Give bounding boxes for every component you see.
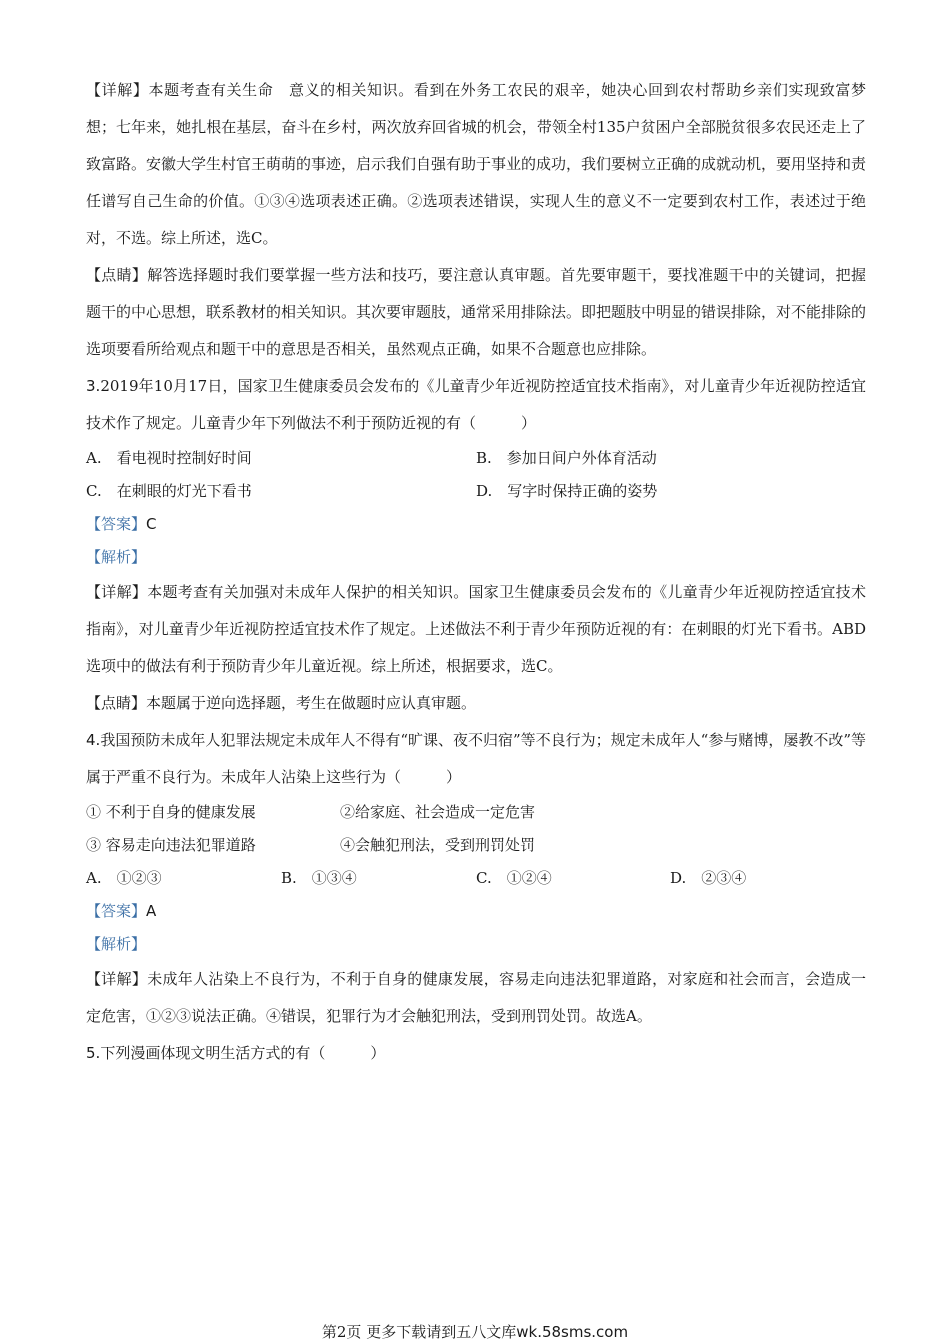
q4-stem <box>86 722 866 796</box>
q4-items-row-1 <box>86 796 866 829</box>
q3-options-row-1 <box>86 442 866 475</box>
q3-option-b: B. 参加日间户外体育活动 <box>476 449 657 467</box>
q3-analysis-tag: 【解析】 <box>86 548 147 566</box>
page-footer <box>0 1322 950 1342</box>
q3-answer <box>86 508 866 541</box>
q5-stem <box>86 1035 866 1072</box>
footer-page-number: 第2页 <box>321 1323 362 1341</box>
q4-items-row-2 <box>86 829 866 862</box>
q4-option-d: D. ②③④ <box>670 869 747 887</box>
q4-detail-text: 未成年人沾染上不良行为，不利于自身的健康发展，容易走向违法犯罪道路，对家庭和社会而言，会造成一定危害，①②③说法正确。④错误，犯罪行为才会触犯刑法，受到刑罚处罚。故选A。 <box>86 970 866 1025</box>
q4-options-row <box>86 862 866 895</box>
q4-analysis-tag: 【解析】 <box>86 935 147 953</box>
q3-option-a: A. 看电视时控制好时间 <box>86 449 252 467</box>
q3-option-c: C. 在刺眼的灯光下看书 <box>86 482 252 500</box>
q4-item-4: ④会触犯刑法，受到刑罚处罚 <box>340 836 536 854</box>
q5-number: 5. <box>86 1044 101 1062</box>
q3-answer-tag: 【答案】 <box>86 515 147 533</box>
q4-answer-value: A <box>146 902 157 920</box>
q2-tip-tag: 【点睛】 <box>86 266 148 284</box>
q3-tip-text: 本题属于逆向选择题，考生在做题时应认真审题。 <box>146 694 477 712</box>
q2-tip <box>86 257 866 368</box>
q3-tip-tag: 【点睛】 <box>86 694 147 712</box>
q3-detail-tag: 【详解】 <box>86 583 148 601</box>
q4-answer <box>86 895 866 928</box>
q4-item-1: ① 不利于自身的健康发展 <box>86 803 256 821</box>
q4-option-b: B. ①③④ <box>281 869 357 887</box>
q4-analysis <box>86 928 866 961</box>
q2-tip-text: 解答选择题时我们要掌握一些方法和技巧，要注意认真审题。首先要审题干，要找准题干中的关键词，把握题干的中心思想，联系教材的相关知识。其次要审题肢，通常采用排除法。即把题肢中明显的错误排除，对不能排除的选项要看所给观点和题干中的意思是否相关，虽然观点正确，如果不合题意也应排除。 <box>86 266 867 358</box>
footer-site-link[interactable]: wk.58sms.com <box>516 1323 629 1341</box>
q3-option-d: D. 写字时保持正确的姿势 <box>476 482 658 500</box>
q3-tip <box>86 685 866 722</box>
q4-stem-text: 我国预防未成年人犯罪法规定未成年人不得有“旷课、夜不归宿”等不良行为；规定未成年人“参与赌博，屡教不改”等属于严重不良行为。未成年人沾染上这些行为（ ） <box>86 731 866 786</box>
q3-number: 3. <box>86 377 101 395</box>
q4-option-c: C. ①②④ <box>476 869 552 887</box>
q3-stem <box>86 368 866 442</box>
q3-options-row-2 <box>86 475 866 508</box>
q4-item-2: ②给家庭、社会造成一定危害 <box>340 803 536 821</box>
q3-analysis <box>86 541 866 574</box>
q2-detail-text: 本题考查有关生命 意义的相关知识。看到在外务工农民的艰辛，她决心回到农村帮助乡亲们实现致富梦想；七年来，她扎根在基层，奋斗在乡村，两次放弃回省城的机会，带领全村135户贫困户全部脱贫很多农民还走上了致富路。安徽大学生村官王萌萌的事迹，启示我们自强有助于事业的成功，我们要树立正确的成就动机，要用坚持和责任谱写自己生命的价值。①③④选项表述正确。②选项表述错误，实现人生的意义不一定要到农村工作，表述过于绝对，不选。综上所述，选C。 <box>86 81 867 247</box>
q4-number: 4. <box>86 731 101 749</box>
q4-detail-tag: 【详解】 <box>86 970 148 988</box>
q4-item-3: ③ 容易走向违法犯罪道路 <box>86 836 256 854</box>
q2-detail-tag: 【详解】 <box>86 81 149 99</box>
q3-detail-text: 本题考查有关加强对未成年人保护的相关知识。国家卫生健康委员会发布的《儿童青少年近视防控适宜技术指南》，对儿童青少年近视防控适宜技术作了规定。上述做法不利于青少年预防近视的有：在刺眼的灯光下看书。ABD选项中的做法有利于预防青少年儿童近视。综上所述，根据要求，选C。 <box>86 583 866 675</box>
q3-detail <box>86 574 866 685</box>
q4-answer-tag: 【答案】 <box>86 902 147 920</box>
q2-detail <box>86 72 866 257</box>
q5-stem-text: 下列漫画体现文明生活方式的有（ ） <box>100 1044 386 1062</box>
q4-option-a: A. ①②③ <box>86 869 162 887</box>
q4-detail <box>86 961 866 1035</box>
document-body <box>86 72 866 1072</box>
q3-answer-value: C <box>146 515 157 533</box>
footer-promo: 更多下载请到五八文库 <box>366 1323 517 1341</box>
q3-stem-text: 2019年10月17日，国家卫生健康委员会发布的《儿童青少年近视防控适宜技术指南》，对儿童青少年近视防控适宜技术作了规定。儿童青少年下列做法不利于预防近视的有（ ） <box>86 377 866 432</box>
